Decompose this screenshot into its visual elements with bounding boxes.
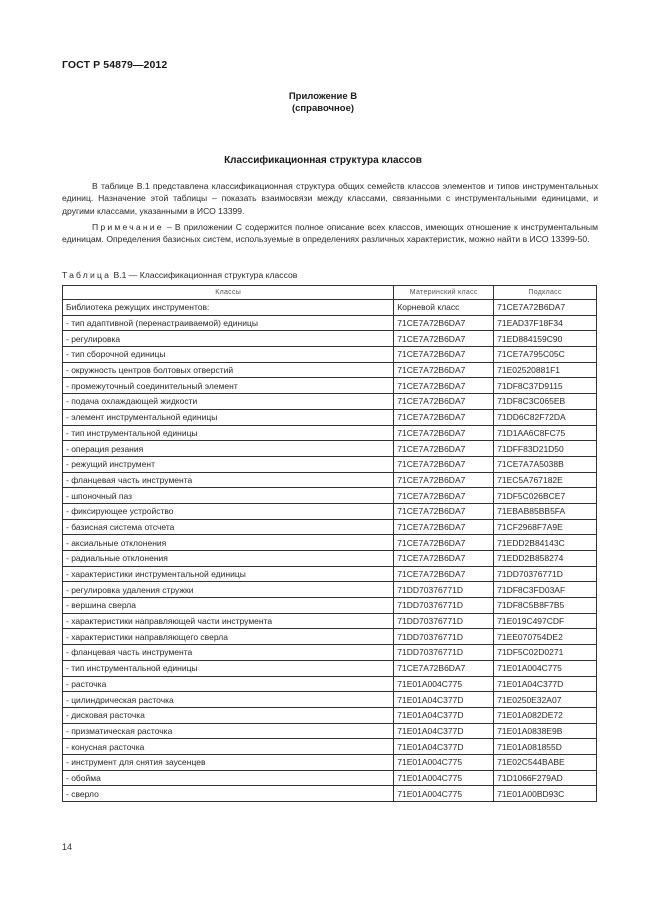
table-row [63, 770, 597, 786]
subclass-cell: 71EDD2B84143C [494, 535, 597, 551]
class-name-cell: - характеристики направляющей части инструмента [63, 613, 394, 629]
parent-class-cell: Корневой класс [394, 300, 494, 316]
subclass-cell: 71DD70376771D [494, 566, 597, 582]
table-row [63, 472, 597, 488]
parent-class-cell: 71DD70376771D [394, 598, 494, 614]
note-text: – В приложении С содержится полное описание всех классов, имеющих отношение к инструментальным единицам. Определения базисных систем, используемые в определениях различных характеристик, можно найти в ИСО 13399-50. [62, 222, 598, 245]
table-row [63, 394, 597, 410]
class-name-cell: - окружность центров болтовых отверстий [63, 362, 394, 378]
subclass-cell: 71E02520881F1 [494, 362, 597, 378]
table-row [63, 503, 597, 519]
table-row [63, 613, 597, 629]
table-row [63, 754, 597, 770]
table-row [63, 566, 597, 582]
table-caption [62, 270, 297, 280]
class-name-cell: - регулировка [63, 331, 394, 347]
table-row [63, 378, 597, 394]
subclass-cell: 71CE7A795C05C [494, 347, 597, 363]
class-name-cell: - радиальные отклонения [63, 551, 394, 567]
class-name-cell: - расточка [63, 676, 394, 692]
table-row [63, 692, 597, 708]
table-row [63, 441, 597, 457]
parent-class-cell: 71CE7A72B6DA7 [394, 456, 494, 472]
parent-class-cell: 71E01A04C377D [394, 723, 494, 739]
table-row [63, 519, 597, 535]
table-row [63, 551, 597, 567]
table-row [63, 300, 597, 316]
subclass-cell: 71DF8C3FD03AF [494, 582, 597, 598]
class-name-cell: Библиотека режущих инструментов: [63, 300, 394, 316]
subclass-cell: 71EDD2B858274 [494, 551, 597, 567]
subclass-cell: 71EAD37F18F34 [494, 315, 597, 331]
parent-class-cell: 71CE7A72B6DA7 [394, 331, 494, 347]
class-name-cell: - сверло [63, 786, 394, 802]
parent-class-cell: 71DD70376771D [394, 629, 494, 645]
table-row [63, 676, 597, 692]
table-row [63, 707, 597, 723]
note-paragraph [62, 221, 598, 246]
class-name-cell: - операция резания [63, 441, 394, 457]
class-structure-table [62, 285, 597, 802]
table-caption-text: В.1 — Классификационная структура классов [111, 270, 298, 280]
parent-class-cell: 71E01A004C775 [394, 770, 494, 786]
table-row [63, 739, 597, 755]
parent-class-cell: 71CE7A72B6DA7 [394, 519, 494, 535]
subclass-cell: 71EE070754DE2 [494, 629, 597, 645]
subclass-cell: 71CE7A72B6DA7 [494, 300, 597, 316]
table-row [63, 362, 597, 378]
parent-class-cell: 71CE7A72B6DA7 [394, 535, 494, 551]
subclass-cell: 71DD6C82F72DA [494, 409, 597, 425]
class-name-cell: - аксиальные отклонения [63, 535, 394, 551]
class-name-cell: - базисная система отсчета [63, 519, 394, 535]
subclass-cell: 71CE7A7A5038B [494, 456, 597, 472]
class-name-cell: - тип сборочной единицы [63, 347, 394, 363]
subclass-cell: 71E01A081855D [494, 739, 597, 755]
parent-class-cell: 71CE7A72B6DA7 [394, 315, 494, 331]
section-title: Классификационная структура классов [224, 155, 422, 166]
class-name-cell: - элемент инструментальной единицы [63, 409, 394, 425]
table-row [63, 598, 597, 614]
parent-class-cell: 71E01A004C775 [394, 676, 494, 692]
parent-class-cell: 71E01A04C377D [394, 692, 494, 708]
subclass-cell: 71E01A0838E9B [494, 723, 597, 739]
class-name-cell: - дисковая расточка [63, 707, 394, 723]
table-row [63, 723, 597, 739]
page-number: 14 [62, 842, 73, 852]
parent-class-cell: 71E01A04C377D [394, 707, 494, 723]
subclass-cell: 71E01A00BD93C [494, 786, 597, 802]
parent-class-cell: 71CE7A72B6DA7 [394, 362, 494, 378]
header-subclass: Подкласс [494, 286, 597, 300]
parent-class-cell: 71CE7A72B6DA7 [394, 503, 494, 519]
subclass-cell: 71EC5A767182E [494, 472, 597, 488]
class-name-cell: - инструмент для снятия заусенцев [63, 754, 394, 770]
subclass-cell: 71D1AA6C8FC75 [494, 425, 597, 441]
class-name-cell: - промежуточный соединительный элемент [63, 378, 394, 394]
parent-class-cell: 71E01A04C377D [394, 739, 494, 755]
class-name-cell: - фланцевая часть инструмента [63, 472, 394, 488]
table-row [63, 425, 597, 441]
class-name-cell: - конусная расточка [63, 739, 394, 755]
class-name-cell: - призматическая расточка [63, 723, 394, 739]
parent-class-cell: 71DD70376771D [394, 582, 494, 598]
table-row [63, 488, 597, 504]
class-name-cell: - фланцевая часть инструмента [63, 645, 394, 661]
parent-class-cell: 71CE7A72B6DA7 [394, 441, 494, 457]
intro-text: В таблице В.1 представлена классификационная структура общих семейств классов элементов и типов инструментальных единиц. Назначение этой таблицы – показать взаимосвязи между классами, связанными с инструментальными единицами, и другими классами, указанными в ИСО 13399. [62, 181, 598, 216]
subclass-cell: 71E01A082DE72 [494, 707, 597, 723]
table-row [63, 315, 597, 331]
parent-class-cell: 71DD70376771D [394, 613, 494, 629]
table-row [63, 456, 597, 472]
parent-class-cell: 71CE7A72B6DA7 [394, 425, 494, 441]
class-name-cell: - тип инструментальной единицы [63, 660, 394, 676]
table-row [63, 660, 597, 676]
subclass-cell: 71DF8C3C065EB [494, 394, 597, 410]
subclass-cell: 71DF5C02D0271 [494, 645, 597, 661]
table-header-row [63, 286, 597, 300]
appendix-title: Приложение В [288, 91, 358, 102]
parent-class-cell: 71CE7A72B6DA7 [394, 378, 494, 394]
class-name-cell: - вершина сверла [63, 598, 394, 614]
table-row [63, 331, 597, 347]
class-name-cell: - тип инструментальной единицы [63, 425, 394, 441]
parent-class-cell: 71CE7A72B6DA7 [394, 394, 494, 410]
table-row [63, 582, 597, 598]
subclass-cell: 71DF8C37D9115 [494, 378, 597, 394]
parent-class-cell: 71CE7A72B6DA7 [394, 488, 494, 504]
parent-class-cell: 71CE7A72B6DA7 [394, 472, 494, 488]
table-body [63, 300, 597, 802]
class-name-cell: - регулировка удаления стружки [63, 582, 394, 598]
parent-class-cell: 71DD70376771D [394, 645, 494, 661]
subclass-cell: 71E01A04C377D [494, 676, 597, 692]
subclass-cell: 71ED884159C90 [494, 331, 597, 347]
table-row [63, 645, 597, 661]
subclass-cell: 71E02C544BABE [494, 754, 597, 770]
table-caption-label: Таблица [62, 270, 112, 280]
intro-paragraph [62, 180, 598, 217]
subclass-cell: 71D1066F279AD [494, 770, 597, 786]
appendix-heading [0, 91, 646, 115]
class-name-cell: - цилиндрическая расточка [63, 692, 394, 708]
class-name-cell: - фиксирующее устройство [63, 503, 394, 519]
subclass-cell: 71E01A004C775 [494, 660, 597, 676]
parent-class-cell: 71E01A004C775 [394, 754, 494, 770]
class-name-cell: - обойма [63, 770, 394, 786]
subclass-cell: 71E0250E32A07 [494, 692, 597, 708]
table-row [63, 629, 597, 645]
subclass-cell: 71EBAB85BB5FA [494, 503, 597, 519]
document-code: ГОСТ Р 54879—2012 [62, 59, 168, 71]
subclass-cell: 71DFF83D21D50 [494, 441, 597, 457]
subclass-cell: 71CF2968F7A9E [494, 519, 597, 535]
header-classes: Классы [63, 286, 394, 300]
subclass-cell: 71DF5C026BCE7 [494, 488, 597, 504]
class-name-cell: - шпоночный паз [63, 488, 394, 504]
appendix-subtitle: (справочное) [291, 103, 355, 114]
note-label: Примечание [92, 222, 164, 232]
table-row [63, 409, 597, 425]
parent-class-cell: 71E01A004C775 [394, 786, 494, 802]
subclass-cell: 71DF8C5B8F7B5 [494, 598, 597, 614]
class-name-cell: - режущий инструмент [63, 456, 394, 472]
parent-class-cell: 71CE7A72B6DA7 [394, 347, 494, 363]
table-row [63, 535, 597, 551]
table-row [63, 347, 597, 363]
class-name-cell: - характеристики инструментальной единицы [63, 566, 394, 582]
parent-class-cell: 71CE7A72B6DA7 [394, 551, 494, 567]
parent-class-cell: 71CE7A72B6DA7 [394, 566, 494, 582]
parent-class-cell: 71CE7A72B6DA7 [394, 660, 494, 676]
class-name-cell: - тип адаптивной (перенастраиваемой) единицы [63, 315, 394, 331]
class-name-cell: - характеристики направляющего сверла [63, 629, 394, 645]
header-parent-class: Материнский класс [394, 286, 494, 300]
class-name-cell: - подача охлаждающей жидкости [63, 394, 394, 410]
subclass-cell: 71E019C497CDF [494, 613, 597, 629]
table-row [63, 786, 597, 802]
parent-class-cell: 71CE7A72B6DA7 [394, 409, 494, 425]
